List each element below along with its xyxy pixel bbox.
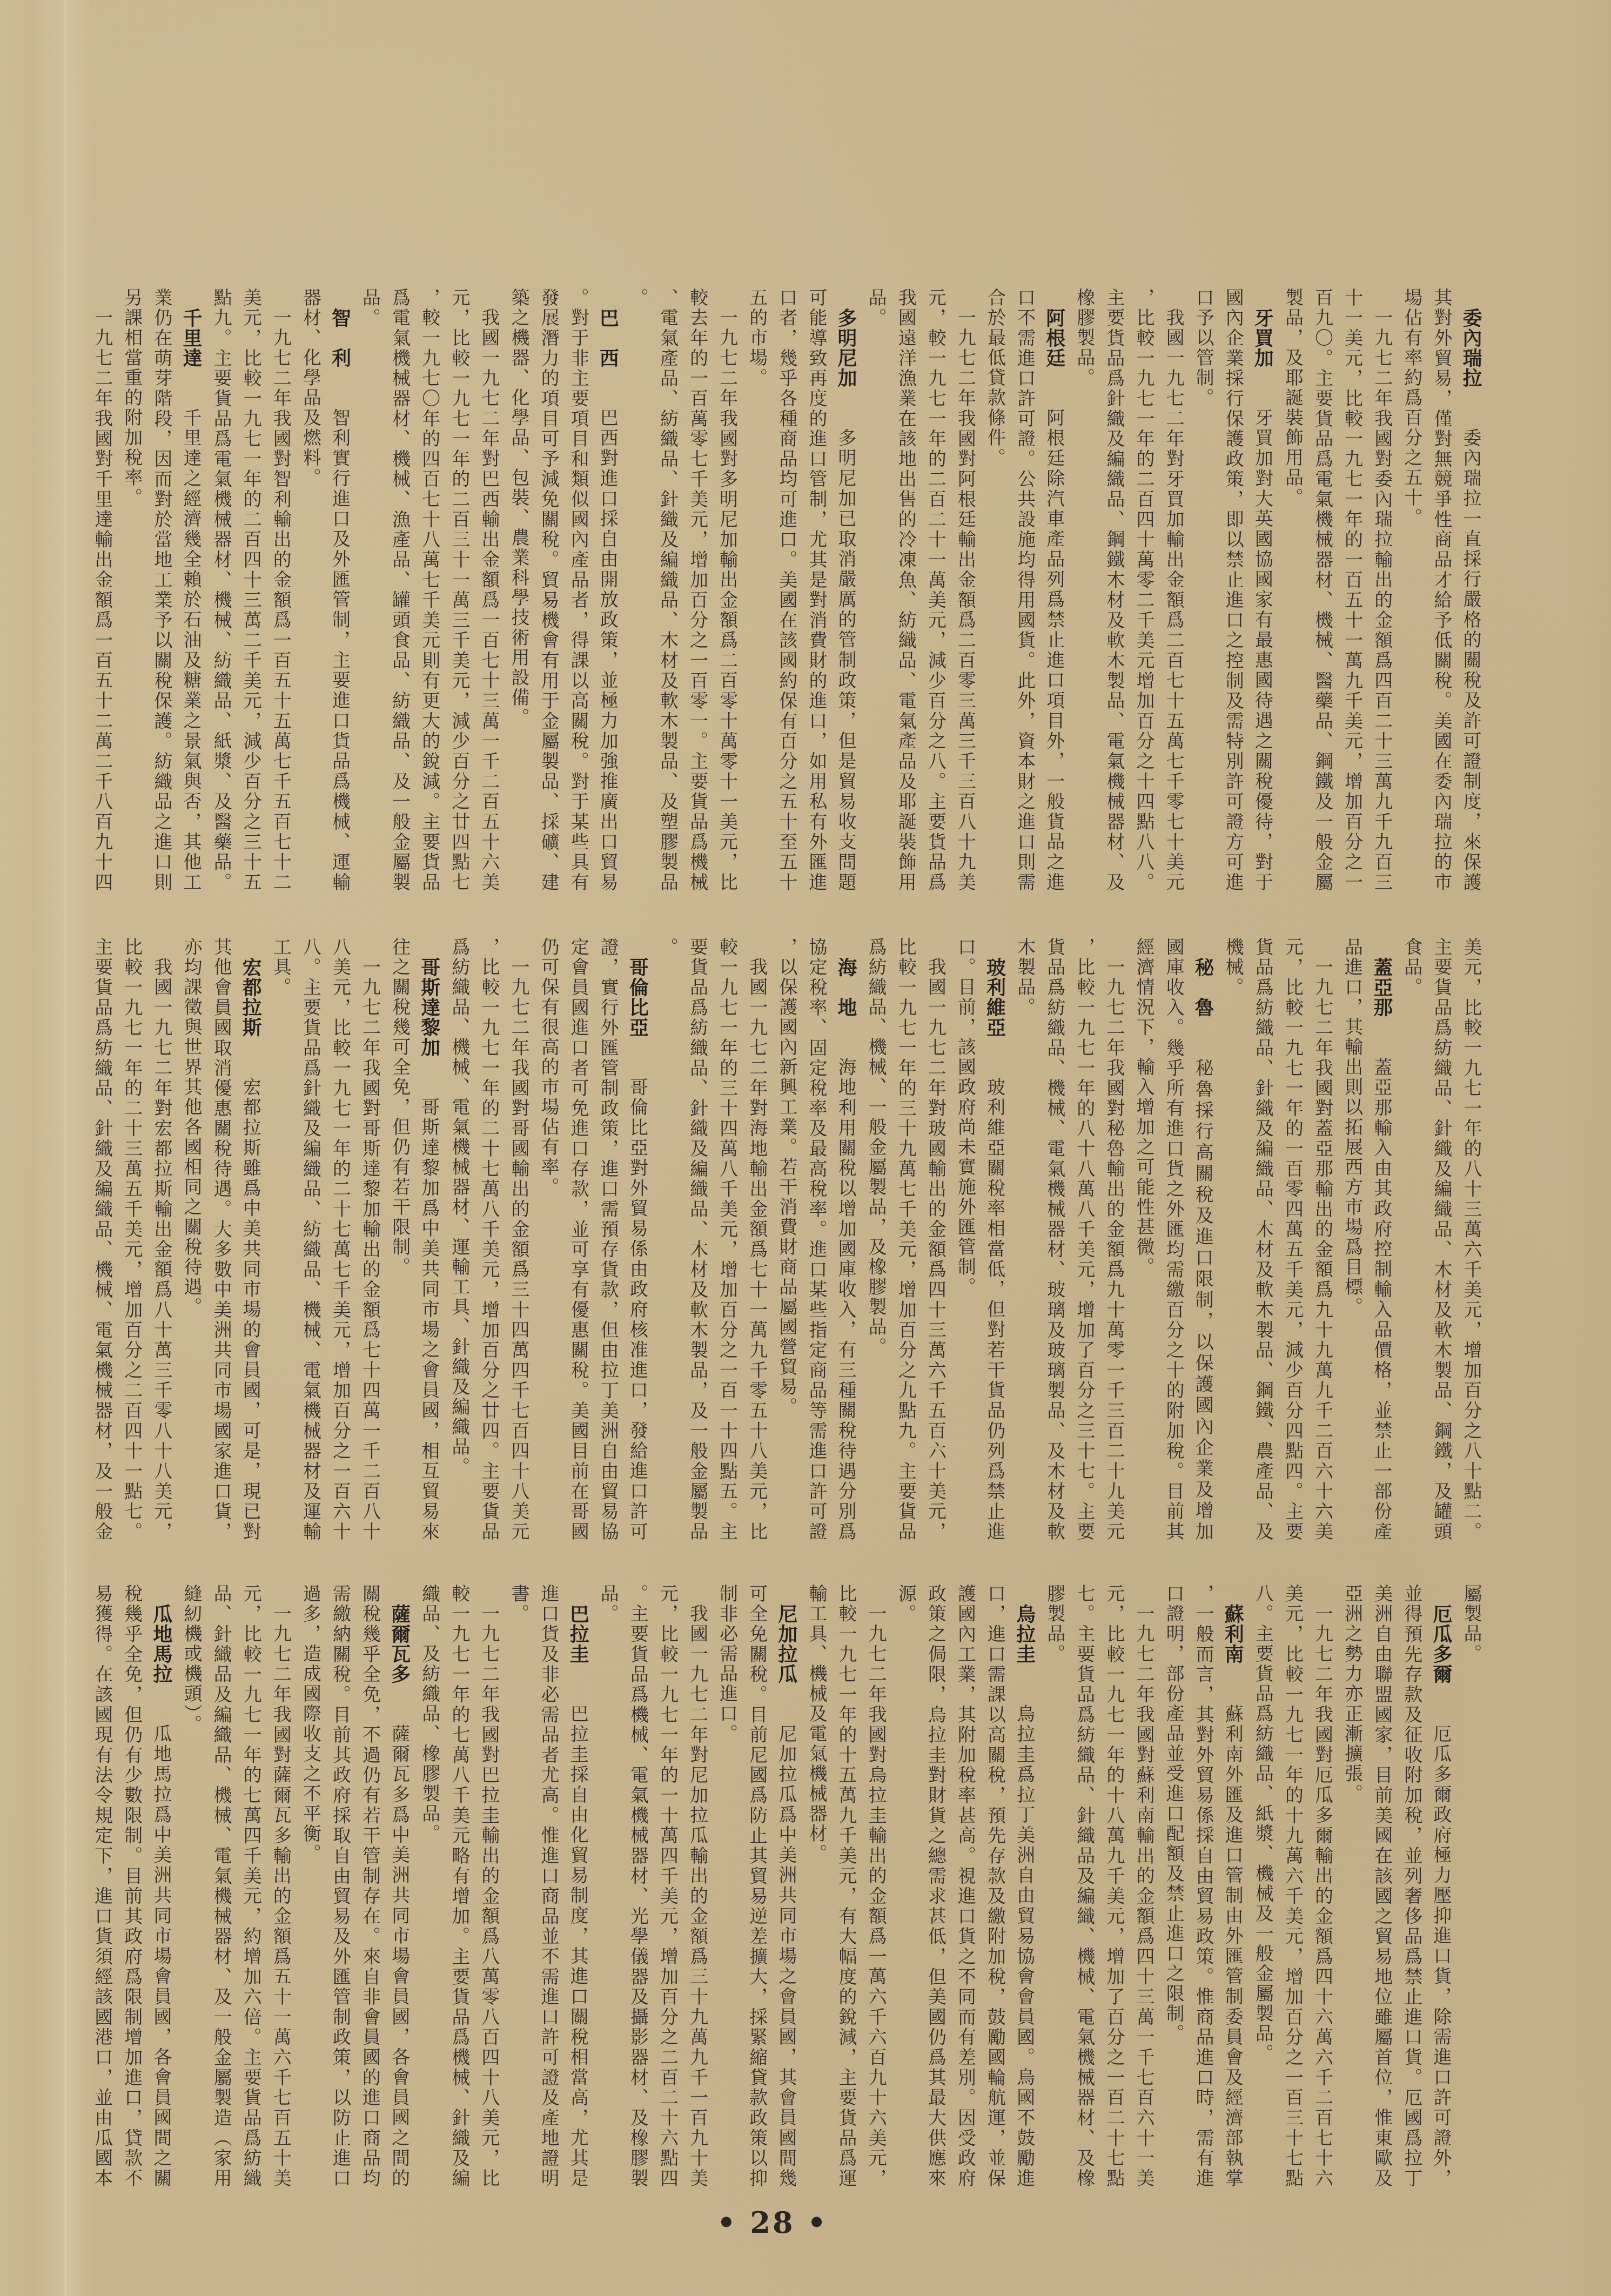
country-heading: 巴 西 [596, 308, 619, 368]
text-column: ，以保護國內新興工業。若干消費財商品屬國營貿易。 [775, 937, 797, 1417]
text-column: 一九七二年我國對千里達輸出金額爲一百五十二萬二千八百九十四 [91, 308, 113, 892]
page-number: • 28 • [717, 2205, 828, 2240]
text-column: 口不需進口許可證。公共設施均得用國貨。此外，資本財之進口則需 [1013, 288, 1036, 892]
text-column: 元，比較一九七一年的一十萬四千美元，增加百分之二百二十六點四 [656, 1584, 679, 2188]
text-column: 屬製品。 [1460, 1584, 1482, 1664]
text-column: 比較一九七一年的二十三萬五千美元，增加百分之二百四十一點七。 [120, 937, 143, 1542]
text-column: 縫紉機或機頭）。 [180, 1584, 202, 1735]
text-column: 膠製品。 [1043, 1584, 1065, 1664]
text-column: 製品，及耶誕裝飾用品。 [1281, 288, 1304, 508]
text-column: 政策之侷限，烏拉圭對財貨之總需求甚低，但美國仍爲其最大供應來 [924, 1584, 947, 2188]
text-column: 橡膠製品。 [1073, 288, 1095, 388]
column-text: 巴拉圭採自由化貿易制度，其進口關稅相當高，尤其是 [567, 1704, 589, 2188]
column-text: 千里達之經濟幾全賴於石油及糖業之景氣與否，其他工 [179, 408, 202, 892]
text-column: 一九七二年我國對烏拉圭輸出的金額爲一萬六千六百九十六美元， [865, 1604, 887, 2188]
column-text: 哥倫比亞對外貿易係由政府核准進口，發給進口許可 [626, 1077, 648, 1542]
text-column: 八。主要貨品爲紡織品、紙漿、機械及一般金屬製品。 [1252, 1584, 1274, 2064]
text-column [563, 1584, 593, 2188]
column-text: 智利實行進口及外匯管制，主要進口貨品爲機械、運輸 [328, 408, 351, 892]
text-column: 另課相當重的附加稅率。 [120, 288, 143, 508]
text-column [1010, 1584, 1039, 2188]
text-column: 美元，比較一九七一年的十九萬六千美元，增加百分之一百三十七點 [1281, 1584, 1304, 2188]
text-column: 其他會員國取消優惠關稅待遇。大多數中美洲共同市場國家進口貨， [210, 937, 232, 1542]
text-column [385, 1584, 414, 2188]
text-column: 美元，比較一九七一年的八十三萬六千美元，增加百分之八十點二。 [1460, 937, 1482, 1542]
text-column: 協定稅率、固定稅率及最高稅率。進口某些指定商品等需進口許可證 [805, 937, 827, 1542]
text-column: 過多，造成國際收支之不平衡。 [299, 1584, 321, 1864]
column-text: 多明尼加已取消嚴厲的管制政策，但是貿易收支問題 [835, 428, 857, 892]
text-column: 點九。主要貨品爲電氣機械器材、機械、紡織品、紙漿、及醫藥品。 [210, 288, 232, 892]
text-column: 我國遠洋漁業在該地出售的冷凍魚、紡織品、電氣產品及耶誕裝飾用 [895, 288, 917, 892]
text-column: 八美元，比較一九七一年的二十七萬七千美元，增加百分之一百六十 [329, 937, 351, 1542]
column-text: 薩爾瓦多爲中美洲共同市場會員國，各會員國之間的 [388, 1724, 410, 2188]
text-column: 口，進口需課以高關稅，預先存款及繳附加稅，鼓勵國輪航運，並保 [984, 1584, 1006, 2188]
text-column: 。主要貨品爲機械、電氣機械器材、光學儀器及攝影器材、及橡膠製 [627, 1584, 649, 2188]
text-column: 一九七二年我國對阿根廷輸出金額爲二百零三萬三千三百八十九美 [954, 308, 976, 892]
text-column: 輸工具、機械及電氣機械器材。 [805, 1584, 827, 1864]
text-column [1218, 1584, 1247, 2188]
text-column: 美洲自由聯盟國家，目前美國在該國之貿易地位雖屬首位，惟東歐及 [1371, 1584, 1393, 2188]
text-column: 一九七二年我國對薩爾瓦多輸出的金額爲五十一萬六千七百五十美 [270, 1604, 292, 2188]
text-column: 我國一九七二年對牙買加輸出金額爲二百七十五萬七千零七十美元 [1163, 308, 1185, 892]
text-column: 貨品爲紡織品、針織及編織品、木材及軟木製品、鋼鐵、農產品、及 [1252, 937, 1274, 1542]
text-column [1188, 937, 1218, 1542]
text-column: 我國一九七二年對宏都拉斯輸出金額爲八十萬三千零八十八美元， [150, 957, 172, 1542]
text-column: 一九七二年我國對智利輸出的金額爲一百五十五萬七千五百七十二 [270, 308, 292, 892]
column-text: 巴西對進口採自由開放政策，並極力加強推廣出口貿易 [596, 408, 619, 892]
text-column: 八。主要貨品爲針織及編織品、紡織品、機械、電氣機械器材及運輸 [299, 937, 321, 1542]
text-column: 易獲得。在該國現有法令規定下，進口貨須經該國港口，並由瓜國本 [91, 1584, 113, 2188]
text-band-middle [86, 937, 1486, 1542]
text-column: 築之機器、化學品、包裝、農業科學技術用設備。 [508, 288, 529, 728]
text-column: 口予以管制。 [1192, 288, 1214, 408]
country-heading: 阿根廷 [1043, 308, 1065, 368]
column-text: 海地利用關稅以增加國庫收入，有三種關稅待遇分別爲 [835, 1057, 857, 1542]
text-column: 、電氣產品、紡織品、針織及編織品、木材及軟木製品、及塑膠製品 [656, 288, 679, 892]
text-column: 一九七二年我國對蘇利南輸出的金額爲四十三萬一千七百六十一美 [1132, 1604, 1154, 2188]
text-column: 一九七二年我國對秘魯輸出的金額爲九十萬零一千三百二十九美元 [1103, 957, 1125, 1542]
text-column: 一九七二年我國對蓋亞那輸出的金額爲九十九萬九千二百六十六美 [1311, 957, 1333, 1542]
text-column: 業仍在萌芽階段，因而對於當地工業予以關稅保護。紡織品之進口則 [150, 288, 172, 892]
text-column: 場佔有率約爲百分之五十。 [1400, 288, 1422, 528]
text-column: 比較一九七一年的三十九萬七千美元，增加百分之九點九。主要貨品 [895, 937, 917, 1542]
text-column: 爲紡織品、機械、電氣機械器材、運輸工具、針織及編織品。 [448, 937, 470, 1477]
text-column: 較去年的一百萬零七千美元，增加百分之一百零一。主要貨品爲機械 [686, 288, 708, 892]
text-column: 木製品。 [1013, 937, 1036, 1017]
text-column [414, 937, 444, 1542]
text-column: 元，比較一九七一年的十八萬九千美元，增加了百分之一百二十七點 [1103, 1584, 1125, 2188]
text-column: 仍可保有很高的市場佔有率。 [538, 937, 560, 1197]
text-column [979, 937, 1009, 1542]
text-column: 比較一九七一年的十五萬九千美元，有大幅度的銳減，主要貨品爲運 [835, 1584, 857, 2188]
text-column: 一九七二年我國對厄瓜多爾輸出的金額爲四十六萬六千二百七十六 [1311, 1604, 1333, 2188]
text-column: 一九七二年我國對巴拉圭輸出的金額爲八萬零八百四十八美元，比 [478, 1604, 500, 2188]
text-column: 經濟情況下，輸入增加之可能性甚微。 [1132, 937, 1154, 1277]
text-column: 主要貨品爲紡織品、針織及編織品、機械、電氣機械器材，及一般金 [91, 937, 113, 1542]
text-column [176, 288, 206, 892]
text-column [1456, 288, 1486, 892]
text-column: 工具。 [270, 937, 292, 997]
text-column: 可能導致再度的進口管制，尤其是對消費財的進口，如用私有外匯進 [805, 288, 827, 892]
text-column: 關稅幾乎全免，不過仍有若干管制存在。來自非會員國的進口商品均 [359, 1584, 381, 2188]
text-column: 較一九七一年的三十四萬八千美元，增加百分之一百一十四點五。主 [716, 937, 738, 1542]
text-column: 品進口，其輸出則以拓展西方市場爲目標。 [1341, 937, 1363, 1317]
column-text: 秘魯採行高關稅及進口限制，以保護國內企業及增加 [1192, 1057, 1214, 1542]
text-column: 元，比較一九七一年的七萬四千美元，約增加六倍。主要貨品爲紡織 [240, 1584, 262, 2188]
text-column: 國庫收入。幾乎所有進口貨之外匯均需繳百分之十的附加稅。目前其 [1163, 937, 1185, 1542]
country-heading: 厄瓜多爾 [1429, 1604, 1452, 1684]
text-column: 定會員國進口者可免進口存款，並可享有優惠關稅。美國目前在哥國 [567, 937, 589, 1542]
text-column: ，比較一九七一年的八十八萬八千美元，增加了百分之三十七。主要 [1073, 937, 1095, 1542]
text-column [1247, 288, 1277, 892]
text-column: ，比較一九七一年的二百四十萬零二千美元增加百分之十四點八八。 [1132, 288, 1154, 892]
text-column: 證，實行外匯管制政策，進口需預存貨款，但由拉丁美洲自由貿易協 [597, 937, 619, 1542]
country-heading: 尼加拉瓜 [775, 1604, 797, 1684]
text-column: 要貨品爲紡織品、針織及編織品、木材及軟木製品，及一般金屬製品 [686, 937, 708, 1542]
country-heading: 烏拉圭 [1013, 1604, 1036, 1664]
text-column: 稅幾乎全免，但仍有少數限制。目前其政府爲限制增加進口，貸款不 [120, 1584, 143, 2188]
country-heading: 薩爾瓦多 [388, 1604, 411, 1684]
text-column [831, 937, 861, 1542]
text-column: 國內企業採行保護政策，即以禁止進口之控制及需特別許可證方可進 [1222, 288, 1244, 892]
column-text: 蓋亞那輸入由其政府控制輸入品價格，並禁止一部份產 [1370, 1057, 1392, 1542]
text-column: ，一般而言，其對外貿易係採自由貿易政策。惟商品進口時，需有進 [1192, 1584, 1214, 2188]
text-column: 五的市場。 [746, 288, 768, 388]
text-column: 元，較一九七一年的二百二十一萬美元，減少百分之八。主要貨品爲 [924, 288, 947, 892]
text-column: 主要貨品爲針織及編織品、鋼鐵木材及軟木製品、電氣機械器材、及 [1103, 288, 1125, 892]
text-band-bottom [86, 1584, 1486, 2188]
text-column: 我國一九七二年對海地輸出金額爲七十一萬九千零五十八美元，比 [746, 957, 768, 1542]
text-column: 往之關稅幾可全免，但仍有若干限制。 [388, 937, 411, 1277]
column-text: 烏拉圭爲拉丁美洲自由貿易協會會員國。烏國不鼓勵進 [1013, 1704, 1035, 2188]
column-text: 玻利維亞關稅率相當低，但對若干貨品仍列爲禁止進 [983, 1077, 1005, 1542]
text-column [146, 1584, 176, 2188]
text-column: 品、針織品及編織品、機械、電氣機械器材、及一般金屬製造（家用 [210, 1584, 232, 2188]
column-text: 哥斯達黎加爲中美共同市場之會員國，相互貿易來 [418, 1097, 440, 1542]
text-column [593, 288, 622, 892]
text-band-top [86, 288, 1486, 892]
text-column: 亦均課徵與世界其他各國相同之關稅待遇。 [180, 937, 202, 1317]
column-text: 尼加拉瓜爲中美洲共同市場之會員國，其會員國間幾 [775, 1724, 797, 2188]
text-column: 。 [627, 288, 649, 308]
column-text: 委內瑞拉一直採行嚴格的關稅及許可證制度，來保護 [1460, 428, 1481, 892]
text-column: 百九〇。主要貨品爲電氣機械器材、機械、醫藥品、鋼鐵及一般金屬 [1311, 288, 1333, 892]
text-column: 護國內工業，其附加稅率甚高。視進口貨之不同而有差別。因受政府 [954, 1584, 976, 2188]
country-heading: 哥倫比亞 [626, 957, 649, 1037]
text-column: 十一美元，比較一九七一年的一百五十一萬九千美元，增加百分之一 [1341, 288, 1363, 892]
text-column: 源。 [895, 1584, 917, 1624]
text-column: 品。 [865, 288, 887, 328]
text-column: 。對于非主要項目和類似國內產品者，得課以高關稅。對于某些具有 [567, 288, 589, 892]
text-column: 爲電氣機械器材、機械、漁產品、罐頭食品、紡織品、及一般金屬製 [388, 288, 411, 892]
column-text: 瓜地馬拉爲中美洲共同市場會員國，各會員國間之關 [150, 1724, 172, 2188]
text-column: 制非必需品進口。 [716, 1584, 738, 1744]
text-column: 元，比較一九七一年的二百三十一萬三千美元，減少百分之廿四點七 [448, 288, 470, 892]
country-heading: 巴拉圭 [567, 1604, 589, 1664]
text-column: 爲紡織品、機械、一般金屬製品，及橡膠製品。 [865, 937, 887, 1357]
text-column: 口者，幾乎各種商品均可進口。美國在該國約保有百分之五十至五十 [775, 288, 797, 892]
text-column [1426, 1584, 1456, 2188]
text-column [831, 288, 861, 892]
text-column: 元，比較一九七一年的一百零四萬五千美元，減少百分四點四。主要 [1281, 937, 1304, 1542]
text-column: ，比較一九七一年的二十七萬八千美元，增加百分之廿四。主要貨品 [478, 937, 500, 1542]
country-heading: 牙買加 [1251, 308, 1274, 368]
text-column: ，較一九七〇年的四百七十八萬七千美元則有更大的銳減。主要貨品 [418, 288, 440, 892]
country-heading: 哥斯達黎加 [418, 957, 440, 1057]
country-heading: 海 地 [835, 957, 857, 1017]
text-column: 。 [656, 937, 679, 957]
text-column: 書。 [508, 1584, 529, 1624]
text-column: 一九七二年我國對委內瑞拉輸出的金額爲四百二十三萬九千九百三 [1371, 308, 1393, 892]
text-column: 一九七二年我國對哥國輸出的金額爲三十四萬四千七百四十八美元 [508, 957, 529, 1542]
text-column: 合於最低貸款條件。 [984, 288, 1006, 468]
text-column: 進口貨及非必需品者尤高。惟進口商品並不需進口許可證及產地證明 [538, 1584, 560, 2188]
text-column: 機械。 [1222, 937, 1244, 997]
text-column [1367, 937, 1397, 1542]
country-heading: 蘇利南 [1221, 1604, 1244, 1664]
text-column: 發展潛力的項目可予減免關稅。貿易機會有用于金屬製品、採礦、建 [538, 288, 560, 892]
text-column: 一九七二年我國對多明尼加輸出金額爲二百零十萬零十一美元，比 [716, 308, 738, 892]
text-column: 並得預先存款及征收附加稅，並列奢侈品爲禁止進口貨。厄國爲拉丁 [1400, 1584, 1422, 2188]
column-text: 蘇利南外匯及進口管制由外匯管制委員會及經濟部執掌 [1221, 1704, 1244, 2188]
text-column [622, 937, 652, 1542]
text-column: 其對外貿易，僅對無競爭性商品才給予低關稅。美國在委內瑞拉的市 [1430, 288, 1452, 892]
text-column: 七。主要貨品爲紡織品、針織品及編織、機械、電氣機械器材、及橡 [1073, 1584, 1095, 2188]
country-heading: 玻利維亞 [983, 957, 1006, 1037]
text-column: 食品。 [1400, 937, 1422, 997]
text-column: 我國一九七二年對巴西輸出金額爲一百七十三萬一千二百五十六美 [478, 308, 500, 892]
text-column: 可全免關稅。目前尼國爲防止其貿易逆差擴大，採緊縮貸款政策以抑 [746, 1584, 768, 2188]
text-column: 需繳納關稅。目前其政府採取自由貿易及外匯管制政策，以防止進口 [329, 1584, 351, 2188]
country-heading: 委內瑞拉 [1460, 308, 1482, 388]
text-column: 一九七二年我國對哥斯達黎加輸出的金額爲七十四萬一千二百八十 [359, 957, 381, 1542]
text-column [236, 937, 265, 1542]
text-column: 貨品爲紡織品、機械、電氣機械器材、玻璃及玻璃製品、及木材及軟 [1043, 937, 1065, 1542]
text-column: 較一九七一年的七萬八千美元略有增加。主要貨品爲機械、針織及編 [448, 1584, 470, 2188]
country-heading: 智 利 [328, 308, 351, 368]
country-heading: 宏都拉斯 [239, 957, 262, 1037]
country-heading: 瓜地馬拉 [150, 1604, 172, 1684]
text-column [771, 1584, 801, 2188]
country-heading: 蓋亞那 [1370, 957, 1393, 1017]
text-column [1039, 288, 1069, 892]
column-text: 牙買加對大英國協國家有最惠國待遇之關稅優待，對于 [1251, 408, 1273, 892]
country-heading: 多明尼加 [835, 308, 857, 388]
text-column: 我國一九七二年對尼加拉瓜輸出的金額爲三十九萬九千一百九十美 [686, 1604, 708, 2188]
column-text: 厄瓜多爾政府極力壓抑進口貨，除需進口許可證外， [1429, 1724, 1452, 2188]
text-column [325, 288, 354, 892]
text-column: 口證明，部份產品並受進口配額及禁止進口之限制。 [1163, 1584, 1185, 2044]
text-column: 品。 [359, 288, 381, 328]
text-column: 品。 [597, 1584, 619, 1624]
text-column: 織品、及紡織品、橡膠製品。 [418, 1584, 440, 1844]
column-text: 宏都拉斯雖爲中美共同市場的會員國，可是，現已對 [239, 1077, 261, 1542]
text-column: 美元，比較一九七一年的二百四十三萬二千美元，減少百分之三十五 [240, 288, 262, 892]
country-heading: 秘 魯 [1192, 957, 1214, 1017]
column-text: 阿根廷除汽車產品列爲禁止進口項目外，一般貨品之進 [1043, 408, 1065, 892]
text-column: 口。目前，該國政府尚未實施外匯管制。 [954, 937, 976, 1297]
country-heading: 千里達 [179, 308, 202, 368]
text-column: 主要貨品爲紡織品、針織及編織品、木材及軟木製品、鋼鐵，及罐頭 [1430, 937, 1452, 1542]
text-column: 亞洲之勢力亦正漸擴張。 [1341, 1584, 1363, 1804]
paper-fold-line [64, 0, 67, 2296]
text-column: 我國一九七二年對玻國輸出的金額爲四十三萬六千五百六十美元， [924, 957, 947, 1542]
text-column: 器材、化學品及燃料。 [299, 288, 321, 488]
